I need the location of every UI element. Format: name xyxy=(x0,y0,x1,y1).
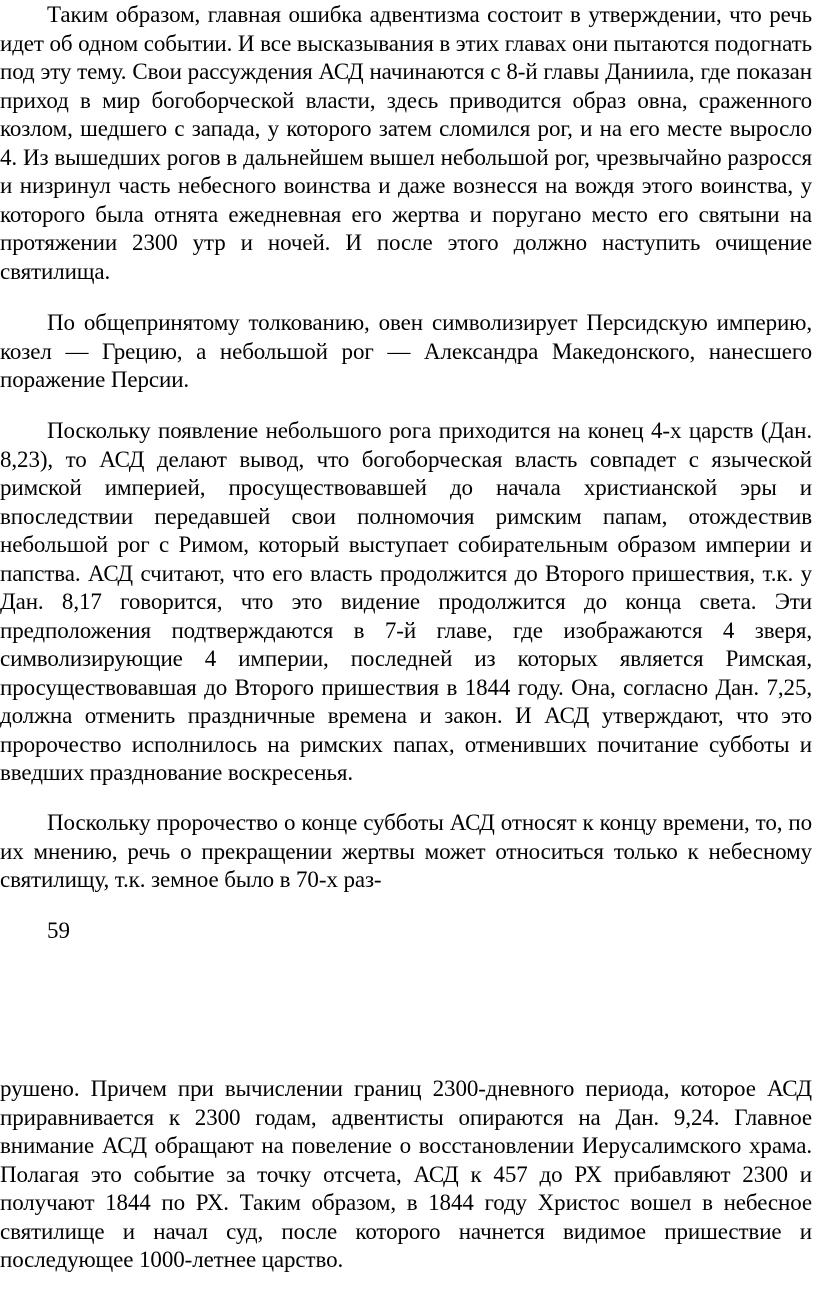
paragraph-common-interpretation: По общепринятому толкованию, овен символизирует Персидскую империю, козел — Грецию, а небольшой рог — Александра Македонского, нанесшего поражение Персии. xyxy=(0,310,812,392)
page-number: 59 xyxy=(47,918,70,943)
paragraph-continuation: рушено. Причем при вычислении границ 2300-дневного периода, которое АСД приравнивается к 2300 годам, адвентисты опираются на Дан. 9,24. Главное внимание АСД обращают на повеление о восстановлении Иерусалимского храма. Полагая это событие за точку отсчета, АСД к 457 до РХ прибавляют 2300 и получают 1844 по РХ. Таким образом, в 1844 году Христос вошел в небесное святилище и начал суд, после которого начнется видимое пришествие и последующее 1000-летнее царство. xyxy=(0,1076,812,1272)
paragraph-heavenly-sanctuary: Поскольку пророчество о конце субботы АСД относят к концу времени, то, по их мнению, речь о прекращении жертвы может относиться только к небесному святилищу, т.к. земное было в 70-х раз- xyxy=(0,810,812,892)
paragraph-roman-empire: Поскольку появление небольшого рога приходится на конец 4-х царств (Дан. 8,23), то АСД делают вывод, что богоборческая власть совпадет с языческой римской империей, просуществовавшей до начала христианской эры и впоследствии передавшей свои полномочия римским папам, отождествив небольшой рог с Римом, который выступает собирательным образом империи и папства. АСД считают, что его власть продолжится до Второго пришествия, т.к. у Дан. 8,17 говорится, что это видение продолжится до конца света. Эти предположения подтверждаются в 7-й главе, где изображаются 4 зверя, символизирующие 4 империи, последней из которых является Римская, просуществовавшая до Второго пришествия в 1844 году. Она, согласно Дан. 7,25, должна отменить праздничные времена и закон. И АСД утверждают, что это пророчество исполнилось на римских папах, отменивших почитание субботы и введших празднование воскресенья. xyxy=(0,418,812,785)
paragraph-adventism-error: Таким образом, главная ошибка адвентизма состоит в утверждении, что речь идет об одном событии. И все высказывания в этих главах они пытаются подогнать под эту тему. Свои рассуждения АСД начинаются с 8-й главы Даниила, где показан приход в мир богоборческой власти, здесь приводится образ овна, сраженного козлом, шедшего с запада, у которого затем сломился рог, и на его месте выросло 4. Из вышедших рогов в дальнейшем вышел небольшой рог, чрезвычайно разросся и низринул часть небесного воинства и даже вознесся на вождя этого воинства, у которого была отнята ежедневная его жертва и поругано место его святыни на протяжении 2300 утр и ночей. И после этого должно наступить очищение святилища. xyxy=(0,2,812,284)
